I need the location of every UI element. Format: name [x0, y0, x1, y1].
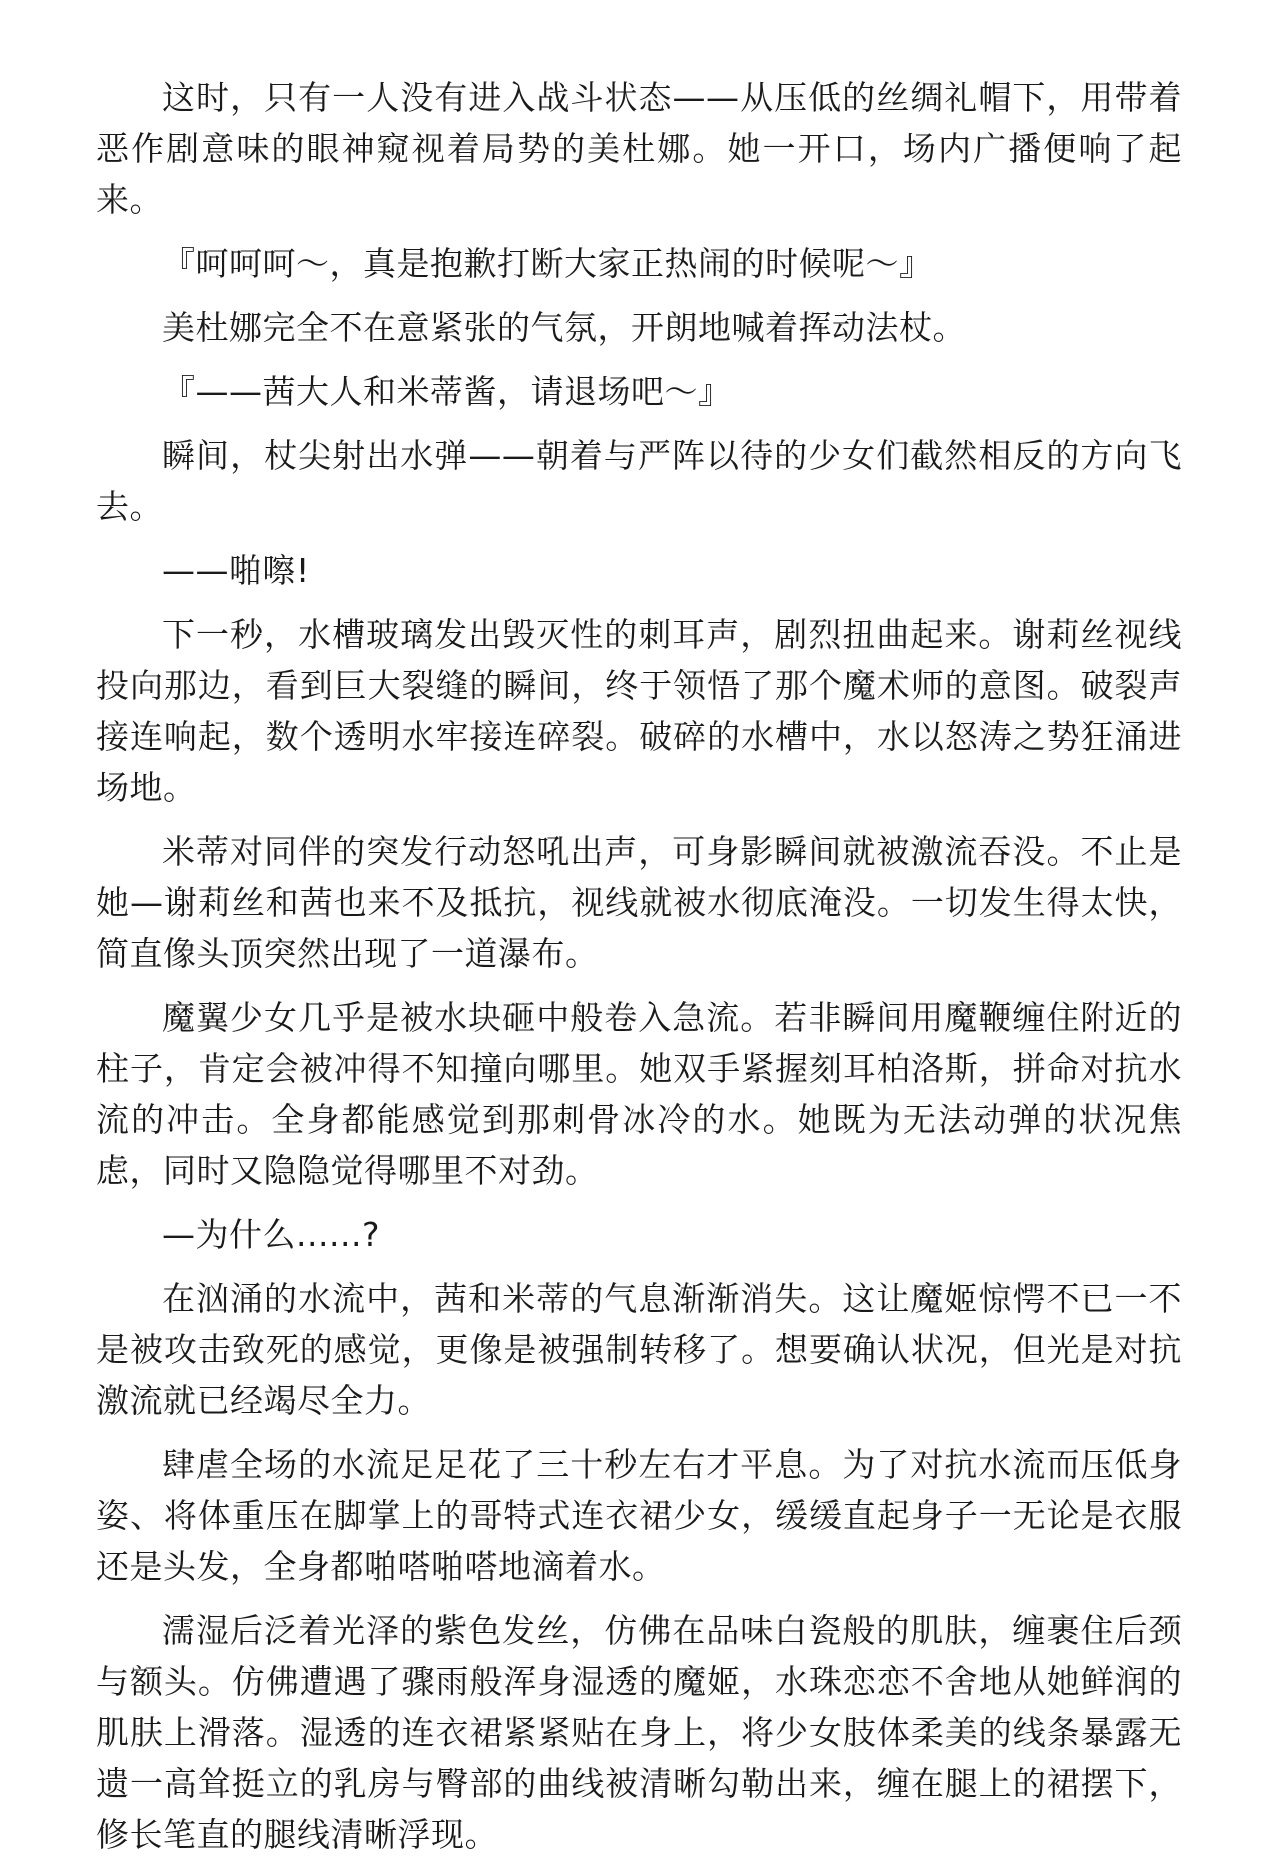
- body-text: [96, 72, 1182, 1860]
- paragraph-6: ——啪嚓!: [162, 551, 310, 590]
- paragraph-7: 下一秒，水槽玻璃发出毁灭性的刺耳声，剧烈扭曲起来。谢莉丝视线投向那边，看到巨大裂缝的瞬间，终于领悟了那个魔术师的意图。破裂声接连响起，数个透明水牢接连碎裂。破碎的水槽中，水以怒涛之势狂涌进场地。: [96, 615, 1182, 807]
- paragraph-10: —为什么......?: [162, 1215, 380, 1254]
- paragraph-13: 濡湿后泛着光泽的紫色发丝，仿佛在品味白瓷般的肌肤，缠裹住后颈与额头。仿佛遭遇了骤雨般浑身湿透的魔姬，水珠恋恋不舍地从她鲜润的肌肤上滑落。湿透的连衣裙紧紧贴在身上，将少女肢体柔美的线条暴露无遗一高耸挺立的乳房与臀部的曲线被清晰勾勒出来，缠在腿上的裙摆下，修长笔直的腿线清晰浮现。: [96, 1611, 1182, 1854]
- paragraph-3: 美杜娜完全不在意紧张的气氛，开朗地喊着挥动法杖。: [162, 308, 966, 347]
- paragraph-1: 这时，只有一人没有进入战斗状态——从压低的丝绸礼帽下，用带着恶作剧意味的眼神窥视着局势的美杜娜。她一开口，场内广播便响了起来。: [96, 78, 1182, 219]
- paragraph-4: 『——茜大人和米蒂酱，请退场吧～』: [162, 372, 732, 411]
- paragraph-11: 在汹涌的水流中，茜和米蒂的气息渐渐消失。这让魔姬惊愕不已一不是被攻击致死的感觉，更像是被强制转移了。想要确认状况，但光是对抗激流就已经竭尽全力。: [96, 1279, 1182, 1420]
- paragraph-8: 米蒂对同伴的突发行动怒吼出声，可身影瞬间就被激流吞没。不止是她—谢莉丝和茜也来不及抵抗，视线就被水彻底淹没。一切发生得太快，简直像头顶突然出现了一道瀑布。: [96, 832, 1182, 973]
- paragraph-12: 肆虐全场的水流足足花了三十秒左右才平息。为了对抗水流而压低身姿、将体重压在脚掌上的哥特式连衣裙少女，缓缓直起身子一无论是衣服还是头发，全身都啪嗒啪嗒地滴着水。: [96, 1445, 1182, 1586]
- paragraph-9: 魔翼少女几乎是被水块砸中般卷入急流。若非瞬间用魔鞭缠住附近的柱子，肯定会被冲得不知撞向哪里。她双手紧握刻耳柏洛斯，拼命对抗水流的冲击。全身都能感觉到那刺骨冰冷的水。她既为无法动弹的状况焦虑，同时又隐隐觉得哪里不对劲。: [96, 998, 1182, 1190]
- paragraph-2: 『呵呵呵～，真是抱歉打断大家正热闹的时候呢～』: [162, 244, 933, 283]
- paragraph-5: 瞬间，杖尖射出水弹——朝着与严阵以待的少女们截然相反的方向飞去。: [96, 436, 1182, 526]
